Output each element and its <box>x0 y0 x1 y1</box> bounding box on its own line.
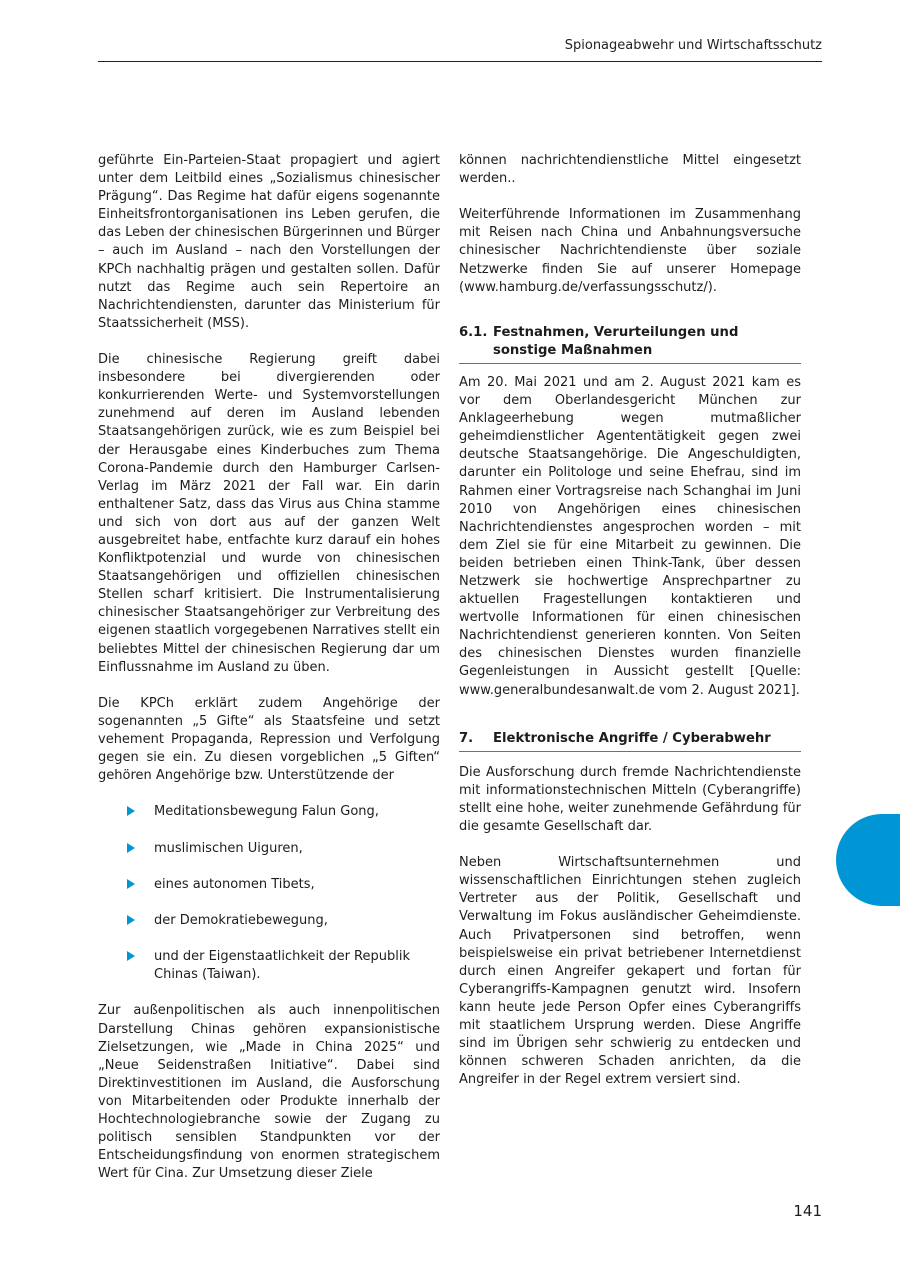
bullet-item: muslimischen Uiguren, <box>154 840 440 858</box>
section-heading-6-1 <box>459 324 801 364</box>
body-paragraph: Zur außenpolitischen als auch innenpolitischen Darstellung Chinas gehören expansionistische Zielsetzungen, wie „Made in China 2025“ und „Neue Seidenstraßen Initiative“. Dabei sind Direktinvestitionen im Ausland, die Ausforschung von Mitarbeitenden oder Produkte innerhalb der Hochtechnologiebranche sowie der Zugang zu politisch sensiblen Standpunkten vor der Entscheidungsfindung von enormen strategischem Wert für Cina. Zur Umsetzung dieser Ziele <box>98 1003 440 1182</box>
section-heading-7 <box>459 730 801 752</box>
running-header: Spionageabwehr und Wirtschaftsschutz <box>564 38 822 53</box>
body-paragraph: Am 20. Mai 2021 und am 2. August 2021 kam es vor dem Oberlandesgericht München zur Anklageerhebung wegen mutmaßlicher geheimdienstlicher Agententätigkeit gegen zwei deutsche Staatsangehörige. Die Angeschuldigten, darunter ein Politologe und seine Ehefrau, sind im Rahmen einer Vortragsreise nach Schanghai im Juni 2010 von Angehörigen eines chinesischen Nachrichtendienstes angesprochen worden – mit dem Ziel sie für eine Mitarbeit zu gewinnen. Die beiden betrieben einen Think-Tank, über dessen Netzwerk sie hochwertige Ansprechpartner zu aktuellen Fragestellungen kontaktieren und wertvolle Informationen für einen chinesischen Nachrichtendienst generieren konnten. Von Seiten des chinesischen Dienstes wurden finanzielle Gegenleistungen in Aussicht gestellt [Quelle: www.generalbundesanwalt.de vom 2. August 2021]. <box>459 374 801 698</box>
page-number: 141 <box>793 1202 822 1220</box>
bullet-list <box>98 803 440 984</box>
bullet-item: Meditationsbewegung Falun Gong, <box>154 803 440 821</box>
body-paragraph: geführte Ein-Parteien-Staat propagiert und agiert unter dem Leitbild eines „Sozialismus chinesischer Prägung“. Das Regime hat dafür eigens sogenannte Einheitsfrontorganisationen ins Leben gerufen, die das Leben der chinesischen Bürgerinnen und Bürger – auch im Ausland – nach den Vorstellungen der KPCh nachhaltig prägen und gestalten sollen. Dafür nutzt das Regime auch sein Repertoire an Nachrichtendiensten, darunter das Ministerium für Staatssicherheit (MSS). <box>98 153 440 331</box>
right-column <box>459 152 801 1089</box>
bullet-item: der Demokratiebewegung, <box>154 912 440 930</box>
header-rule <box>98 61 822 62</box>
left-column <box>98 152 440 1183</box>
bullet-item: und der Eigenstaatlichkeit der Republik Chinas (Taiwan). <box>154 948 440 984</box>
body-paragraph: Die KPCh erklärt zudem Angehörige der sogenannten „5 Gifte“ als Staatsfeine und setzt vehement Propaganda, Repression und Verfolgung gegen sie ein. Zu diesen vorgeblichen „5 Giften“ gehören Angehörige bzw. Unterstützende der <box>98 695 440 784</box>
section-title: Elektronische Angriffe / Cyberabwehr <box>493 730 771 746</box>
body-paragraph: Weiterführende Informationen im Zusammenhang mit Reisen nach China und Anbahnungsversuche chinesischer Nachrichtendienste über soziale Netzwerke finden Sie auf unserer Homepage (www.hamburg.de/verfassungsschutz/). <box>459 207 801 295</box>
section-number: 7. <box>459 730 474 746</box>
body-paragraph: Die Ausforschung durch fremde Nachrichtendienste mit informationstechnischen Mitteln (Cyberangriffe) stellt eine hohe, weiter zunehmende Gefährdung für die gesamte Gesellschaft dar. <box>459 764 801 834</box>
chapter-tab-marker <box>836 814 900 906</box>
body-paragraph: Die chinesische Regierung greift dabei insbesondere bei divergierenden oder konkurrierenden Werte- und Systemvorstellungen zunehmend auf deren im Ausland lebenden Staatsangehörigen zurück, wie es zum Beispiel bei der Herausgabe eines Kinderbuches zum Thema Corona-Pandemie durch den Hamburger Carlsen-Verlag im März 2021 der Fall war. Ein darin enthaltener Satz, dass das Virus aus China stamme und sich von dort aus auf der ganzen Welt ausgebreitet habe, entfachte kurz darauf ein hohes Konfliktpotenzial und wurde von chinesischen Staatsangehörigen und offiziellen chinesischen Stellen scharf kritisiert. Die Instrumentalisierung chinesischer Staatsangehöriger zur Verbreitung des eigenen staatlich vorgegebenen Narratives stellt ein beliebtes Mittel der chinesischen Regierung dar um Einflussnahme im Ausland zu üben. <box>98 352 440 675</box>
bullet-item: eines autonomen Tibets, <box>154 876 440 894</box>
section-title: Festnahmen, Verurteilungen und sonstige Maßnahmen <box>493 324 739 358</box>
body-paragraph: Neben Wirtschaftsunternehmen und wissenschaftlichen Einrichtungen stehen zugleich Vertreter aus der Politik, Gesellschaft und Verwaltung im Fokus ausländischer Geheimdienste. Auch Privatpersonen sind betroffen, wenn beispielsweise ein privat betriebener Internetdienst durch einen Angreifer gekapert und fortan für Cyberangriffs-Kampagnen genutzt wird. Insofern kann heute jede Person Opfer eines Cyberangriffs mit staatlichem Ursprung werden. Diese Angriffe sind im Übrigen sehr schwierig zu entdecken und können schweren Schaden anrichten, da die Angreifer in der Regel extrem versiert sind. <box>459 855 801 1088</box>
body-paragraph: können nachrichtendienstliche Mittel eingesetzt werden.. <box>459 153 801 187</box>
section-number: 6.1. <box>459 324 488 340</box>
